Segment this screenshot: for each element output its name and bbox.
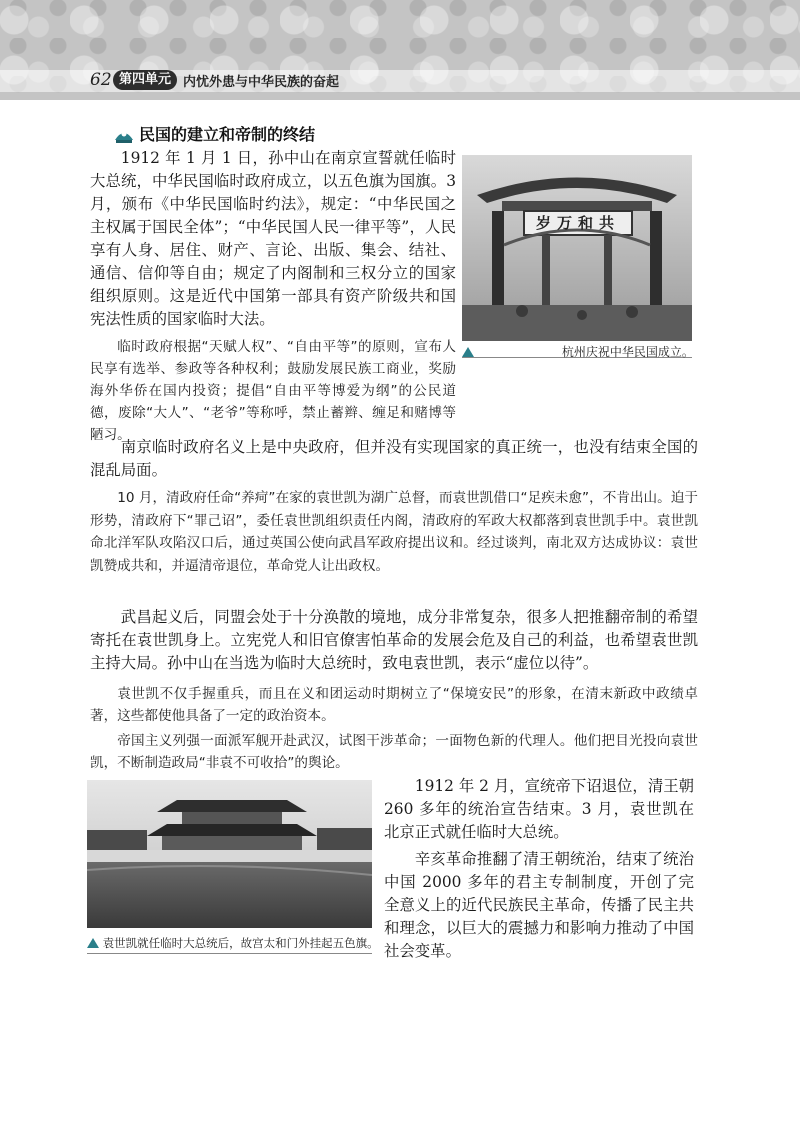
caption-hangzhou: 杭州庆祝中华民国成立。 <box>462 343 694 360</box>
paragraph-rights: 临时政府根据“天赋人权”、“自由平等”的原则，宣布人民享有选举、参政等各种权利；鼓励发展民族工商业，奖励海外华侨在国内投资；提倡“自由平等博爱为纲”的公民道德，废除“大人”、“老爷”等称呼，禁止蓄辫、缠足和赌博等陋习。 <box>90 339 456 443</box>
caption-rule-bottom <box>87 953 372 954</box>
page-number: 62 <box>90 70 112 90</box>
unit-title: 内忧外患与中华民族的奋起 <box>183 75 340 90</box>
paragraph-alliance-weakness: 武昌起义后，同盟会处于十分涣散的境地，成分非常复杂，很多人把推翻帝制的希望寄托在袁世凯身上。立宪党人和旧官僚害怕革命的发展会危及自己的利益，也希望袁世凯主持大局。孙中山在当选为临时大总统时，致电袁世凯，表示“虚位以待”。 <box>90 608 698 672</box>
caption-forbidden-city: 袁世凯就任临时大总统后，故宫太和门外挂起五色旗。 <box>87 935 379 951</box>
paragraph-yuan-appointment: 10 月，清政府任命“养疴”在家的袁世凯为湖广总督，而袁世凯借口“足疾未愈”，不肯出山。迫于形势，清政府下“罪己诏”，委任袁世凯组织责任内阁，清政府的军政大权都落到袁世凯手中。袁世凯命北洋军队攻陷汉口后，通过英国公使向武昌军政府提出议和。经过谈判，南北双方达成协议：袁世凯赞成共和，并逼清帝退位，革命党人让出政权。 <box>90 490 698 574</box>
photo-forbidden-city <box>87 780 372 928</box>
paragraph-provisional-government: 1912 年 1 月 1 日，孙中山在南京宣誓就任临时大总统，中华民国临时政府成立，以五色旗为国旗。3 月，颁布《中华民国临时约法》，规定：“中华民国之主权属于国民全体”；“中华民国人民一律平等”，人民享有人身、居住、财产、言论、出版、集会、结社、通信、信仰等自由；规定了内阁制和三权分立的国家组织原则。这是近代中国第一部具有资产阶级共和国宪法性质的国家临时大法。 <box>90 149 456 328</box>
section-heading <box>113 122 315 145</box>
paragraph-revolution-significance: 辛亥革命推翻了清王朝统治，结束了统治中国 2000 多年的君主专制制度，开创了完全意义上的近代民族民主革命，传播了民主共和理念，以巨大的震撼力和影响力推动了中国社会变革。 <box>384 850 694 960</box>
scroll-lamp-icon <box>113 124 135 144</box>
paragraph-nanjing-limitations: 南京临时政府名义上是中央政府，但并没有实现国家的真正统一，也没有结束全国的混乱局面。 <box>90 438 698 479</box>
arch-sign-text: 岁万和共 <box>535 214 620 232</box>
section-title: 民国的建立和帝制的终结 <box>139 125 316 144</box>
triangle-marker-icon <box>87 938 99 948</box>
photo-hangzhou-celebration <box>462 155 692 341</box>
unit-label: 第四单元 <box>113 70 177 90</box>
paragraph-imperialist-powers: 帝国主义列强一面派军舰开赴武汉，试图干涉革命；一面物色新的代理人。他们把目光投向袁世凯，不断制造政局“非袁不可收拾”的舆论。 <box>90 733 698 771</box>
triangle-marker-icon <box>462 347 474 357</box>
page-header <box>0 0 800 100</box>
paragraph-qing-abdication: 1912 年 2 月，宣统帝下诏退位，清王朝 260 多年的统治宣告结束。3 月，袁世凯在北京正式就任临时大总统。 <box>384 777 694 841</box>
paragraph-yuan-capital: 袁世凯不仅手握重兵，而且在义和团运动时期树立了“保境安民”的形象，在清末新政中政绩卓著，这些都使他具备了一定的政治资本。 <box>90 686 698 724</box>
